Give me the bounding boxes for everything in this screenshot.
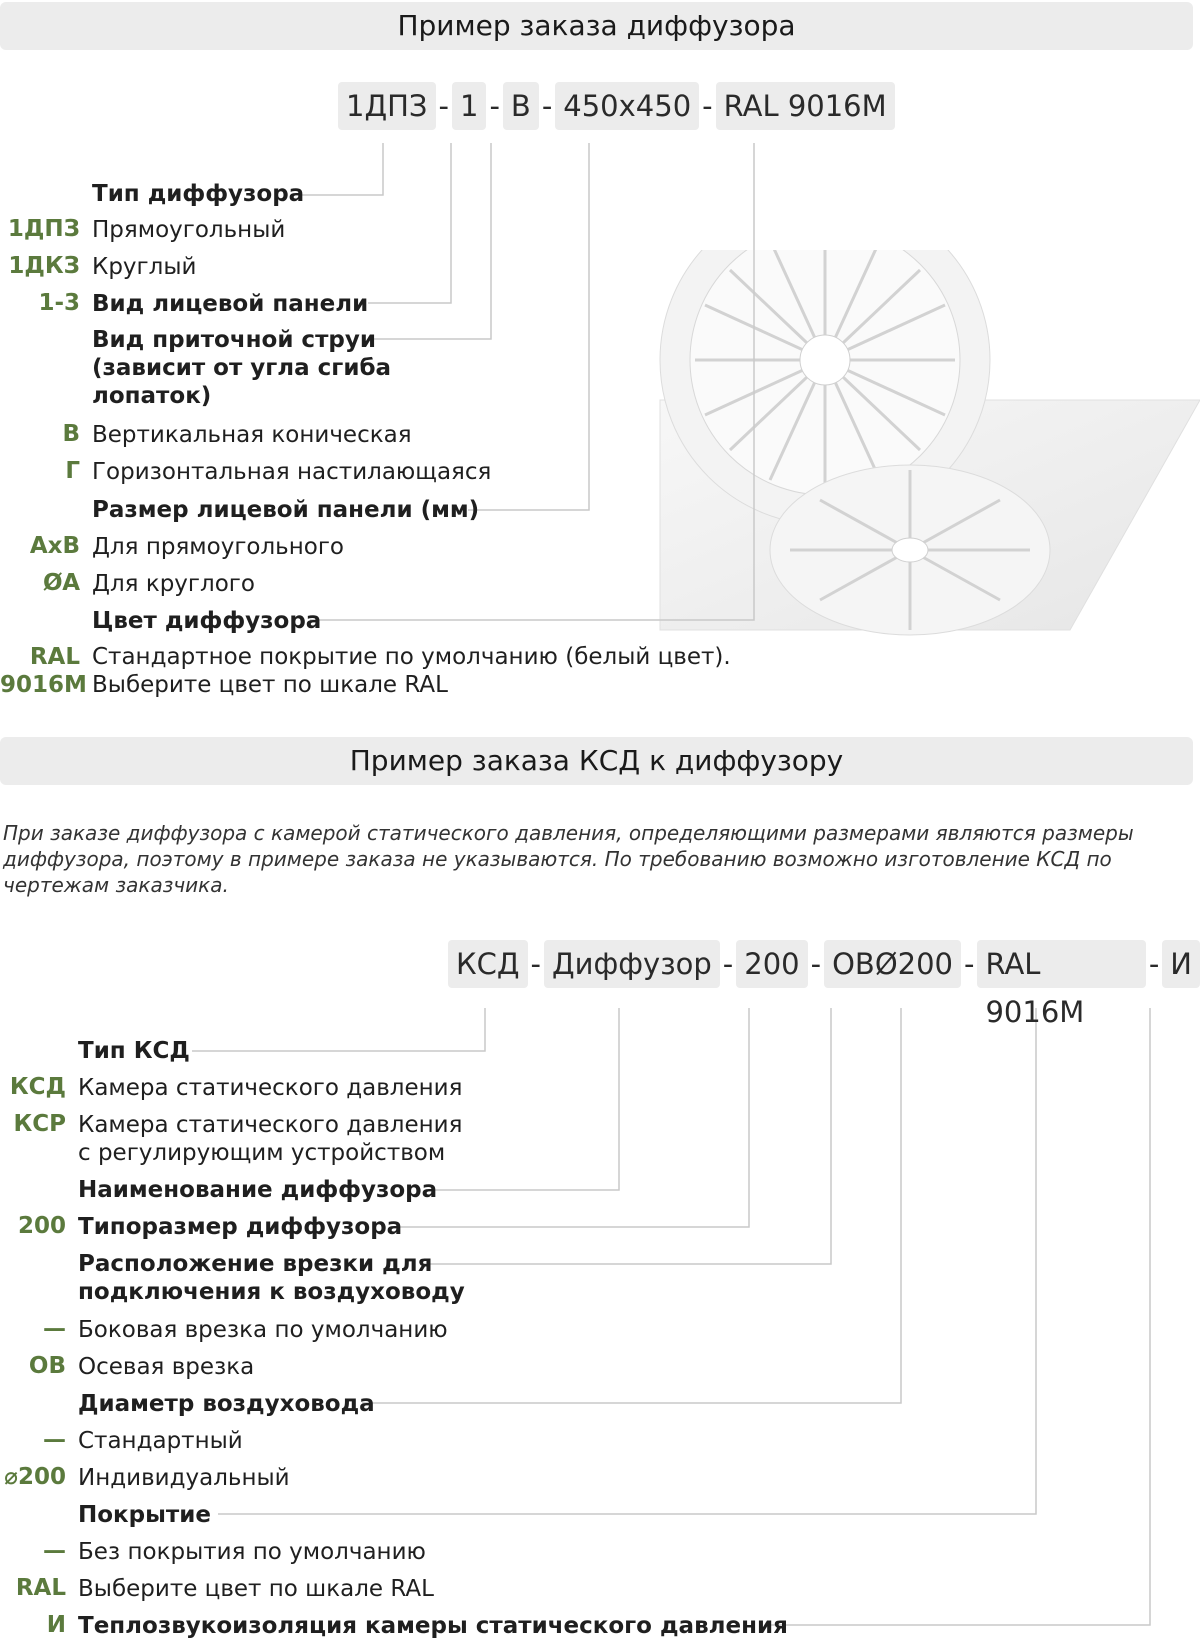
code-part-color: RAL 9016M xyxy=(977,940,1145,988)
row-text: Для круглого xyxy=(92,571,255,597)
row-title-inlet: Расположение врезки для подключения к воздуховоду xyxy=(78,1251,465,1305)
row-title-coating: Покрытие xyxy=(78,1502,211,1528)
code-part-type: 1ДПЗ xyxy=(338,82,436,130)
row-title-duct-diameter: Диаметр воздуховода xyxy=(78,1391,375,1417)
code-part-insulation: И xyxy=(1162,940,1200,988)
code-part-panel: 1 xyxy=(452,82,486,130)
code-separator: - xyxy=(541,89,553,123)
row-text: Стандартное покрытие по умолчанию (белый цвет). Выберите цвет по шкале RAL xyxy=(92,644,731,698)
row-title-ksd-type: Тип КСД xyxy=(78,1038,190,1064)
row-code: RAL 9016M xyxy=(0,644,87,698)
code-separator: - xyxy=(530,947,541,981)
section2-note: При заказе диффузора с камерой статического давления, определяющими размерами являются размеры диффузора, поэтому в примере заказа не указываются. По требованию возможно изготовление КСД по чертежам заказчика. xyxy=(3,821,1134,897)
row-text: Боковая врезка по умолчанию xyxy=(78,1317,448,1343)
section1-title: Пример заказа диффузора xyxy=(0,2,1193,50)
row-code: AxB xyxy=(29,533,80,559)
code-part-color: RAL 9016M xyxy=(716,82,895,130)
code-separator: - xyxy=(1148,947,1160,981)
code-separator: - xyxy=(810,947,822,981)
row-code: Г xyxy=(65,458,80,484)
row-text: Вертикальная коническая xyxy=(92,422,412,448)
row-code: ОВ xyxy=(28,1353,66,1379)
row-title-diffuser-name: Наименование диффузора xyxy=(78,1177,438,1203)
row-code: 1-3 xyxy=(38,290,80,316)
row-text: Горизонтальная настилающаяся xyxy=(92,459,492,485)
code-part-flow: В xyxy=(503,82,539,130)
row-text: Индивидуальный xyxy=(78,1465,290,1491)
row-code: 1ДКЗ xyxy=(8,253,80,279)
row-text: Камера статического давления xyxy=(78,1075,463,1101)
row-code: В xyxy=(62,421,80,447)
row-text: Стандартный xyxy=(78,1428,243,1454)
row-title-panel: Вид лицевой панели xyxy=(92,291,369,317)
row-code: КСР xyxy=(13,1111,66,1137)
row-text: Выберите цвет по шкале RAL xyxy=(78,1576,434,1602)
row-title-flow: Вид приточной струи (зависит от угла сгиба лопаток) xyxy=(92,327,392,409)
row-title-size: Размер лицевой панели (мм) xyxy=(92,497,480,523)
row-code: ⌀200 xyxy=(4,1464,66,1490)
row-text: Для прямоугольного xyxy=(92,534,345,560)
code-separator: - xyxy=(964,947,975,981)
row-text: Осевая врезка xyxy=(78,1354,255,1380)
row-code: RAL xyxy=(15,1575,66,1601)
row-code: — xyxy=(43,1538,66,1564)
row-code: 200 xyxy=(17,1213,66,1239)
row-code: 1ДПЗ xyxy=(7,216,80,242)
code-separator: - xyxy=(489,89,500,123)
row-code: ØA xyxy=(43,570,80,596)
code-separator: - xyxy=(702,89,713,123)
row-text: Камера статического давления с регулирующим устройством xyxy=(78,1112,463,1166)
code-part-size: 450x450 xyxy=(555,82,699,130)
row-code: — xyxy=(43,1427,66,1453)
code-part-size: 200 xyxy=(736,940,807,988)
row-text: Без покрытия по умолчанию xyxy=(78,1539,426,1565)
section2-order-code xyxy=(448,940,1200,1029)
code-part-diffuser: Диффузор xyxy=(544,940,720,988)
row-title-insulation: Теплозвукоизоляция камеры статического давления xyxy=(78,1613,788,1639)
row-title-diffuser-size: Типоразмер диффузора xyxy=(78,1214,403,1240)
row-code: И xyxy=(46,1612,66,1638)
row-code: КСД xyxy=(9,1074,66,1100)
code-part-inlet: ОВØ200 xyxy=(824,940,961,988)
section2-title: Пример заказа КСД к диффузору xyxy=(0,737,1193,785)
code-part-type: КСД xyxy=(448,940,528,988)
row-text: Круглый xyxy=(92,254,197,280)
code-separator: - xyxy=(438,89,449,123)
code-separator: - xyxy=(722,947,734,981)
row-title-color: Цвет диффузора xyxy=(92,608,322,634)
row-title-type: Тип диффузора xyxy=(92,181,305,207)
row-text: Прямоугольный xyxy=(92,217,286,243)
row-code: — xyxy=(43,1316,66,1342)
